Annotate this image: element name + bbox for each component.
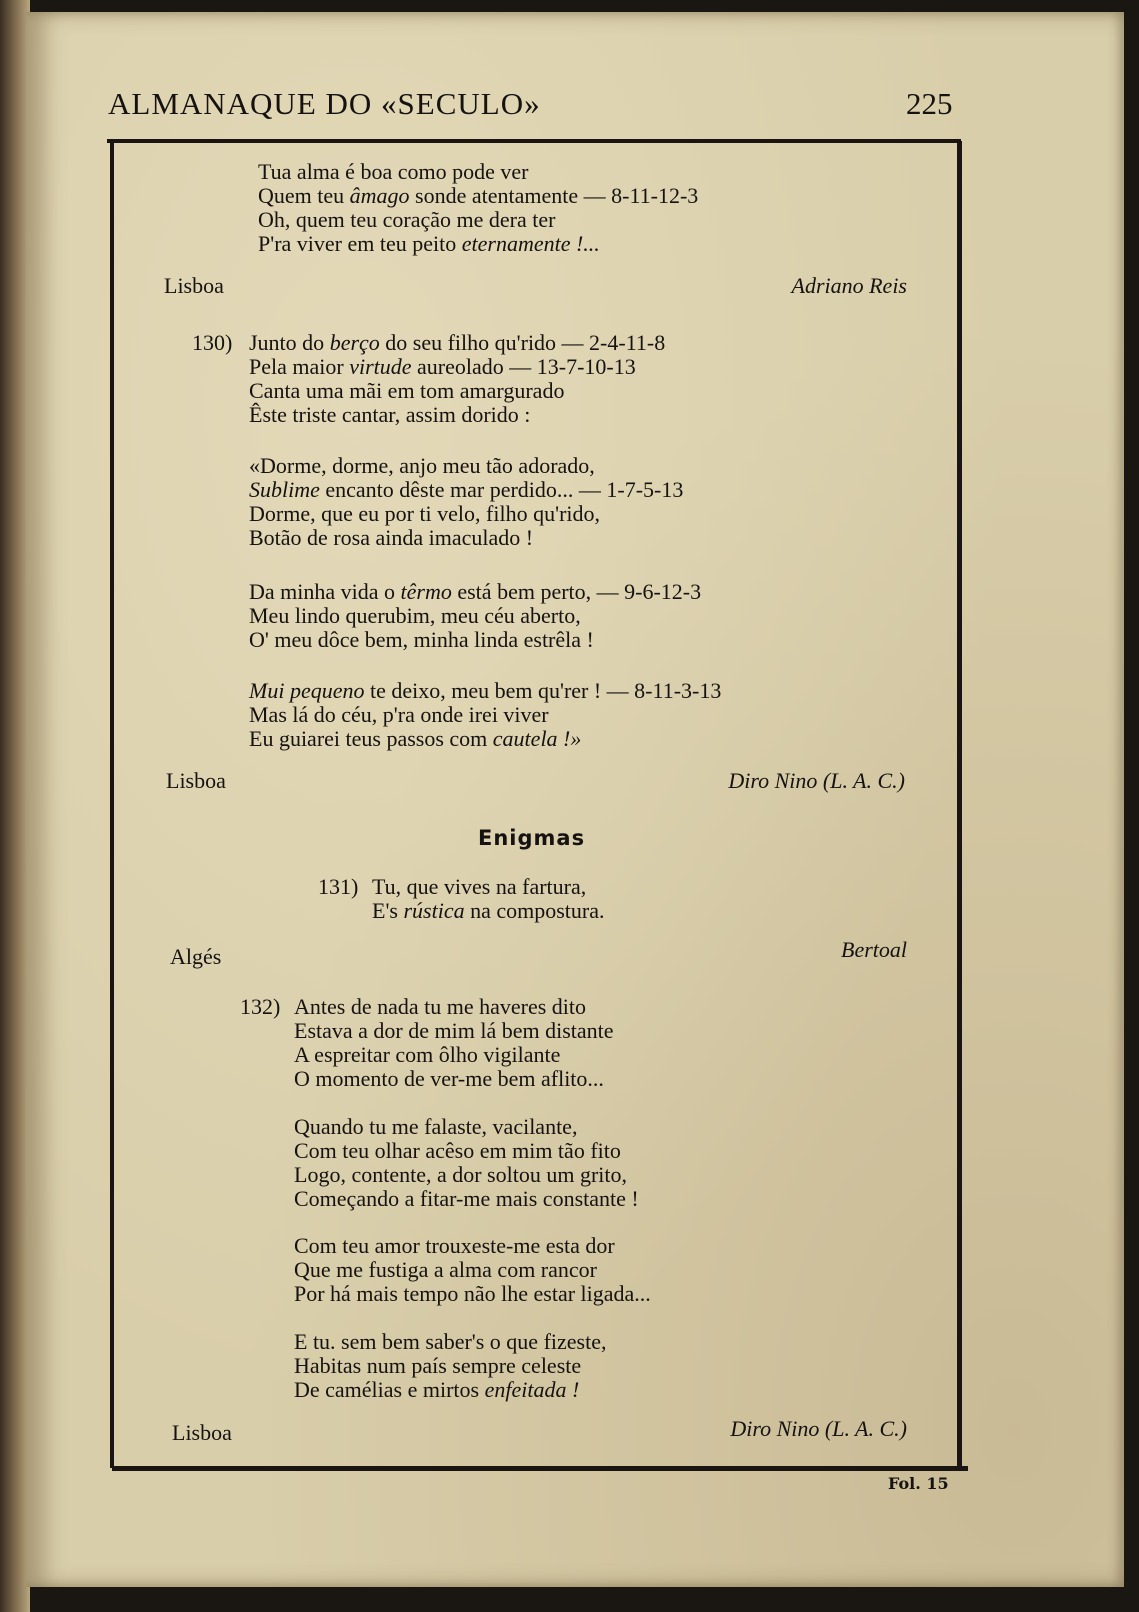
poem-line: Da minha vida o têrmo está bem perto, — 9-6-12-3 <box>249 579 702 604</box>
poem-line: Que me fustiga a alma com rancor <box>294 1257 597 1282</box>
poem-line: Canta uma mãi em tom amargurado <box>249 378 565 403</box>
poem-line: Habitas num país sempre celeste <box>294 1353 582 1378</box>
puzzle-number: 130) <box>192 330 233 355</box>
poem-line: Tua alma é boa como pode ver <box>258 159 529 184</box>
poem-line: Dorme, que eu por ti velo, filho qu'rido, <box>249 501 601 526</box>
poem-line: O' meu dôce bem, minha linda estrêla ! <box>249 627 594 652</box>
poem-line: Logo, contente, a dor soltou um grito, <box>294 1162 627 1187</box>
poem-line: Com teu amor trouxeste-me esta dor <box>294 1233 615 1258</box>
poem-line: Êste triste cantar, assim dorido : <box>249 402 531 427</box>
poem-author: Adriano Reis <box>791 273 907 298</box>
poem-line: Botão de rosa ainda imaculado ! <box>249 525 534 550</box>
section-title: Enigmas <box>478 826 586 850</box>
puzzle-author: Bertoal <box>841 937 907 962</box>
poem-line: Oh, quem teu coração me dera ter <box>258 207 556 232</box>
puzzle-number: 132) <box>240 994 281 1019</box>
poem-line: Pela maior virtude aureolado — 13-7-10-13 <box>249 354 636 379</box>
poem-line: Quando tu me falaste, vacilante, <box>294 1114 578 1139</box>
poem-line: E's rústica na compostura. <box>372 898 605 923</box>
puzzle-place: Lisboa <box>172 1420 232 1445</box>
signature-mark: Fol. 15 <box>888 1474 949 1493</box>
poem-line: Junto do berço do seu filho qu'rido — 2-4-11-8 <box>249 330 666 355</box>
frame-bottom-rule <box>112 1466 968 1471</box>
poem-line: Meu lindo querubim, meu céu aberto, <box>249 603 581 628</box>
running-header-title: ALMANAQUE DO «SECULO» <box>108 86 541 121</box>
puzzle-place: Algés <box>170 944 222 969</box>
frame-right-rule <box>957 141 962 1468</box>
poem-line: De camélias e mirtos enfeitada ! <box>294 1377 580 1402</box>
page-number: 225 <box>906 86 953 121</box>
poem-place: Lisboa <box>164 273 224 298</box>
poem-line: Estava a dor de mim lá bem distante <box>294 1018 614 1043</box>
frame-top-rule <box>107 139 961 143</box>
poem-line: Mas lá do céu, p'ra onde irei viver <box>249 702 549 727</box>
poem-line: Tu, que vives na fartura, <box>372 874 587 899</box>
poem-line: Mui pequeno te deixo, meu bem qu'rer ! — 8-11-3-13 <box>249 678 722 703</box>
poem-line: Começando a fitar-me mais constante ! <box>294 1186 639 1211</box>
poem-line: O momento de ver-me bem aflito... <box>294 1066 604 1091</box>
poem-line: «Dorme, dorme, anjo meu tão adorado, <box>249 453 595 478</box>
puzzle-number: 131) <box>318 874 359 899</box>
poem-line: Por há mais tempo não lhe estar ligada... <box>294 1281 651 1306</box>
poem-line: Quem teu âmago sonde atentamente — 8-11-12-3 <box>258 183 699 208</box>
puzzle-author: Diro Nino (L. A. C.) <box>730 1416 907 1441</box>
poem-line: E tu. sem bem saber's o que fizeste, <box>294 1329 607 1354</box>
puzzle-author: Diro Nino (L. A. C.) <box>728 768 905 793</box>
poem-line: Com teu olhar acêso em mim tão fito <box>294 1138 621 1163</box>
frame-left-rule <box>110 141 114 1468</box>
poem-line: Eu guiarei teus passos com cautela !» <box>249 726 582 751</box>
poem-line: Antes de nada tu me haveres dito <box>294 994 587 1019</box>
poem-line: A espreitar com ôlho vigilante <box>294 1042 561 1067</box>
poem-line: Sublime encanto dêste mar perdido... — 1-7-5-13 <box>249 477 684 502</box>
poem-line: P'ra viver em teu peito eternamente !... <box>258 231 600 256</box>
puzzle-place: Lisboa <box>166 768 226 793</box>
